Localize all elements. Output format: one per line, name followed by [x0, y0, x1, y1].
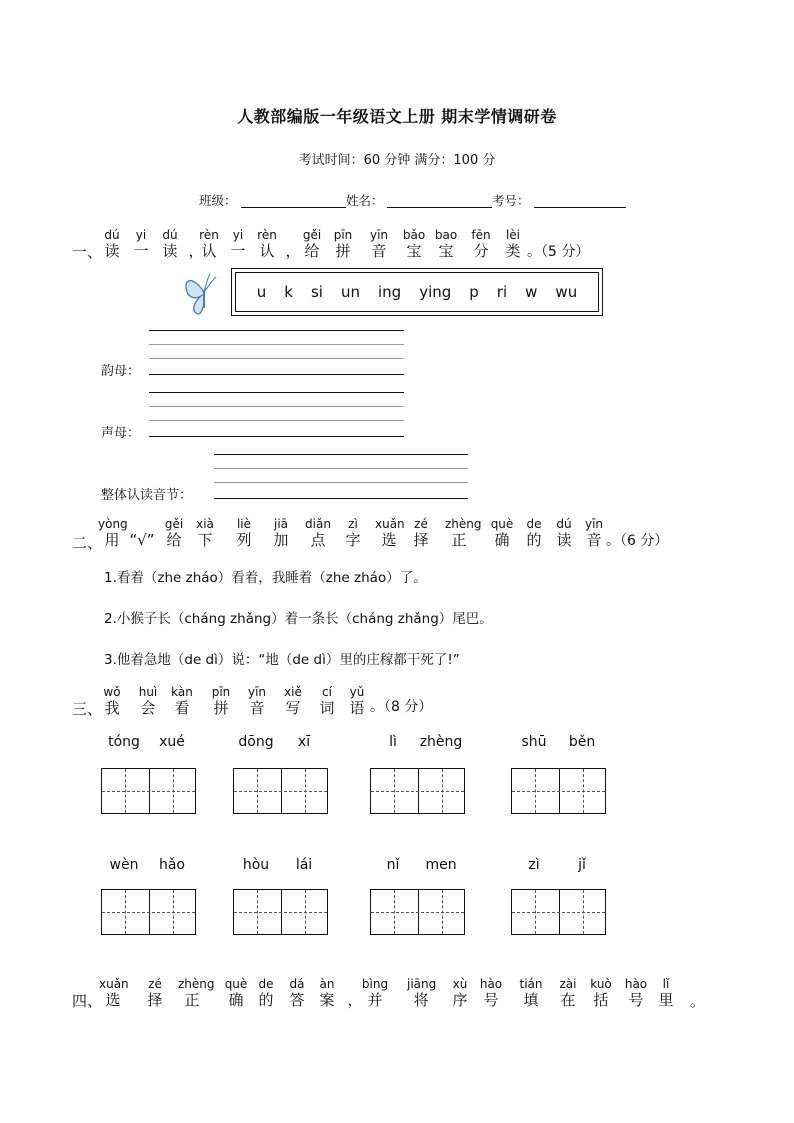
- heading-char: [195, 228, 223, 260]
- pinyin-annotation: yǔ: [349, 685, 365, 699]
- class-field: [199, 191, 237, 209]
- hanzi: 择: [147, 991, 163, 1009]
- name-label: 姓名：: [346, 193, 384, 208]
- heading-char: [160, 517, 188, 549]
- pinyin-annotation: yīn: [247, 685, 267, 699]
- shengmu-line[interactable]: [149, 436, 404, 437]
- section-1-score: 。（5 分）: [527, 244, 590, 260]
- hanzi: 括: [593, 991, 609, 1009]
- pinyin-annotation: què: [490, 517, 514, 531]
- word-pinyin: jǐ: [578, 857, 586, 873]
- section-2-prefix: 二、: [72, 534, 103, 552]
- word-pinyin: hòu: [242, 857, 270, 873]
- pinyin-annotation: zài: [559, 977, 577, 991]
- hanzi: 正: [184, 991, 200, 1009]
- heading-char: [207, 685, 235, 717]
- pinyin-annotation: gěi: [302, 228, 322, 242]
- hanzi: 的: [526, 531, 542, 549]
- pinyin-annotation: gěi: [164, 517, 184, 531]
- heading-char: [98, 685, 126, 717]
- heading-char: [375, 517, 403, 549]
- pinyin-annotation: lèi: [505, 228, 521, 242]
- pinyin-annotation: yòng: [98, 517, 128, 531]
- heading-char: [178, 977, 215, 1009]
- pinyin-annotation: zé: [148, 977, 162, 991]
- hanzi: 宝: [406, 242, 422, 260]
- number-label: 考号：: [492, 193, 530, 208]
- word-pinyin: zhèng: [419, 734, 463, 750]
- class-label: 班级：: [199, 193, 237, 208]
- pinyin-annotation: rèn: [257, 228, 277, 242]
- pinyin-annotation: bǎo: [402, 228, 426, 242]
- pinyin-annotation: zhèng: [178, 977, 215, 991]
- tianzige-box[interactable]: [233, 768, 328, 814]
- hanzi: 给: [166, 531, 182, 549]
- heading-char: [488, 517, 516, 549]
- heading-char: [652, 977, 680, 1009]
- pinyin-annotation: zé: [414, 517, 428, 531]
- section-4-tail: 。: [690, 992, 706, 1010]
- pinyin-annotation: cí: [322, 685, 332, 699]
- heading-char: [365, 228, 393, 260]
- pinyin-annotation: kàn: [171, 685, 193, 699]
- hanzi: 分: [473, 242, 489, 260]
- word-pinyin: shū: [521, 734, 547, 750]
- word-pinyin: lì: [389, 734, 397, 750]
- hanzi: 里: [658, 991, 674, 1009]
- hanzi: 音: [586, 531, 602, 549]
- heading-char: [168, 685, 196, 717]
- writing-line[interactable]: [149, 344, 404, 345]
- pinyin-annotation: kuò: [590, 977, 612, 991]
- pinyin-annotation: àn: [319, 977, 335, 991]
- heading-char: [128, 517, 156, 549]
- hanzi: 拼: [335, 242, 351, 260]
- pinyin-item: ri: [496, 283, 508, 301]
- heading-char: [407, 977, 435, 1009]
- heading-char: [445, 517, 482, 549]
- hanzi: 拼: [213, 699, 229, 717]
- heading-char: [520, 517, 548, 549]
- page-title: 人教部编版一年级语文上册 期末学情调研卷: [237, 107, 557, 126]
- butterfly-icon: [180, 268, 228, 318]
- pinyin-annotation: de: [526, 517, 542, 531]
- zhengti-line[interactable]: [214, 498, 468, 499]
- heading-char: [134, 685, 162, 717]
- heading-char: [550, 517, 578, 549]
- pinyin-item: si: [310, 283, 323, 301]
- word-pinyin: wèn: [109, 857, 139, 873]
- word-pinyin: lái: [295, 857, 313, 873]
- heading-char: [99, 977, 127, 1009]
- hanzi: 音: [249, 699, 265, 717]
- hanzi: 选: [381, 531, 397, 549]
- pinyin-annotation: yīn: [584, 517, 604, 531]
- word-pinyin: hǎo: [158, 857, 186, 873]
- writing-line[interactable]: [149, 358, 404, 359]
- shengmu-label: 声母：: [101, 426, 141, 441]
- name-blank[interactable]: [387, 207, 492, 208]
- tianzige-box[interactable]: [370, 889, 465, 935]
- hanzi: 正: [451, 531, 467, 549]
- hanzi: 确: [228, 991, 244, 1009]
- pinyin-box-inner: [235, 272, 599, 312]
- heading-char: [283, 977, 311, 1009]
- tianzige-box[interactable]: [233, 889, 328, 935]
- question-2-1: 1.看着（zhe zháo）看着，我睡着（zhe zháo）了。: [104, 570, 427, 586]
- heading-char: [313, 977, 341, 1009]
- heading-char: [329, 228, 357, 260]
- hanzi: 音: [371, 242, 387, 260]
- hanzi: 会: [140, 699, 156, 717]
- pinyin-annotation: xià: [196, 517, 214, 531]
- pinyin-annotation: pīn: [333, 228, 353, 242]
- hanzi: 读: [104, 242, 120, 260]
- pinyin-annotation: wǒ: [103, 685, 121, 699]
- word-pinyin: men: [425, 857, 457, 873]
- tianzige-box[interactable]: [101, 768, 196, 814]
- hanzi: 读: [162, 242, 178, 260]
- hanzi: 给: [304, 242, 320, 260]
- hanzi: 我: [104, 699, 120, 717]
- heading-char: [400, 228, 428, 260]
- pinyin-annotation: xuǎn: [375, 517, 405, 531]
- hanzi: 读: [556, 531, 572, 549]
- name-field: [346, 191, 384, 209]
- pinyin-annotation: zhèng: [445, 517, 482, 531]
- section-4-prefix: 四、: [72, 992, 103, 1010]
- hanzi: 号: [628, 991, 644, 1009]
- heading-char: [98, 517, 126, 549]
- heading-char: [222, 977, 250, 1009]
- writing-line[interactable]: [214, 454, 468, 455]
- heading-char: [343, 685, 371, 717]
- pinyin-annotation: diǎn: [305, 517, 331, 531]
- hanzi: “√”: [129, 531, 155, 549]
- heading-char: [191, 517, 219, 549]
- pinyin-item: wu: [555, 283, 578, 301]
- tianzige-box[interactable]: [370, 768, 465, 814]
- hanzi: 认: [201, 242, 217, 260]
- pinyin-annotation: dú: [162, 228, 178, 242]
- pinyin-annotation: liè: [236, 517, 252, 531]
- heading-char: [339, 517, 367, 549]
- hanzi: 宝: [438, 242, 454, 260]
- writing-line[interactable]: [149, 392, 404, 393]
- pinyin-annotation: xù: [452, 977, 468, 991]
- pinyin-annotation: rèn: [199, 228, 219, 242]
- heading-char: [467, 228, 495, 260]
- hanzi: 选: [105, 991, 121, 1009]
- writing-line[interactable]: [214, 482, 468, 483]
- pinyin-annotation: hào: [479, 977, 503, 991]
- zhengti-label: 整体认读音节：: [101, 488, 193, 503]
- word-pinyin: xué: [159, 734, 185, 750]
- pinyin-item: ying: [419, 283, 452, 301]
- heading-char: [554, 977, 582, 1009]
- hanzi: 确: [494, 531, 510, 549]
- section-3-prefix: 三、: [72, 700, 103, 718]
- pinyin-annotation: jiā: [273, 517, 289, 531]
- heading-char: [253, 228, 281, 260]
- hanzi: 在: [560, 991, 576, 1009]
- heading-char: [477, 977, 505, 1009]
- hanzi: 字: [345, 531, 361, 549]
- pinyin-annotation: yi: [135, 228, 147, 242]
- heading-char: [298, 228, 326, 260]
- hanzi: 点: [310, 531, 326, 549]
- heading-char: [407, 517, 435, 549]
- hanzi: 看: [174, 699, 190, 717]
- heading-char: [156, 228, 184, 260]
- hanzi: 答: [289, 991, 305, 1009]
- pinyin-annotation: bìng: [361, 977, 389, 991]
- pinyin-annotation: dú: [104, 228, 120, 242]
- pinyin-annotation: de: [258, 977, 274, 991]
- hanzi: ，: [188, 242, 204, 260]
- hanzi: 的: [258, 991, 274, 1009]
- section-1-prefix: 一、: [72, 243, 103, 261]
- heading-char: [127, 228, 155, 260]
- hanzi: 并: [367, 991, 383, 1009]
- pinyin-box: [231, 268, 603, 316]
- question-2-3: 3.他着急地（de dì）说：“地（de dì）里的庄稼都干死了!”: [104, 652, 460, 668]
- yunmu-label: 韵母：: [101, 364, 141, 379]
- hanzi: 语: [349, 699, 365, 717]
- pinyin-annotation: bao: [434, 228, 458, 242]
- pinyin-annotation: lǐ: [662, 977, 670, 991]
- hanzi: 词: [319, 699, 335, 717]
- heading-char: [361, 977, 389, 1009]
- word-pinyin: běn: [568, 734, 596, 750]
- pinyin-annotation: [128, 517, 156, 531]
- hanzi: 择: [413, 531, 429, 549]
- hanzi: 号: [483, 991, 499, 1009]
- pinyin-item: ing: [377, 283, 402, 301]
- hanzi: 列: [236, 531, 252, 549]
- pinyin-annotation: jiāng: [407, 977, 437, 991]
- class-blank[interactable]: [241, 207, 346, 208]
- heading-char: [622, 977, 650, 1009]
- number-blank[interactable]: [534, 207, 626, 208]
- number-field: [492, 191, 530, 209]
- hanzi: ，: [347, 991, 363, 1009]
- hanzi: 序: [452, 991, 468, 1009]
- pinyin-annotation: yi: [232, 228, 244, 242]
- tianzige-box[interactable]: [511, 889, 606, 935]
- pinyin-annotation: hào: [624, 977, 648, 991]
- heading-char: [517, 977, 545, 1009]
- pinyin-annotation: yīn: [369, 228, 389, 242]
- heading-char: [432, 228, 460, 260]
- section-3-score: 。（8 分）: [370, 699, 433, 715]
- pinyin-item: p: [469, 283, 479, 301]
- heading-char: [499, 228, 527, 260]
- exam-info: 考试时间：60 分钟 满分：100 分: [298, 153, 496, 168]
- writing-line[interactable]: [149, 330, 404, 331]
- heading-char: [267, 517, 295, 549]
- word-pinyin: tóng: [108, 734, 140, 750]
- pinyin-item: w: [525, 283, 538, 301]
- hanzi: 写: [285, 699, 301, 717]
- heading-char: [252, 977, 280, 1009]
- hanzi: 认: [259, 242, 275, 260]
- word-pinyin: zì: [528, 857, 540, 873]
- writing-line[interactable]: [149, 420, 404, 421]
- pinyin-annotation: pīn: [211, 685, 231, 699]
- tianzige-box[interactable]: [101, 889, 196, 935]
- pinyin-annotation: huì: [138, 685, 158, 699]
- word-pinyin: dōng: [238, 734, 274, 750]
- pinyin-item: un: [340, 283, 360, 301]
- pinyin-item: u: [256, 283, 267, 301]
- heading-char: [580, 517, 608, 549]
- pinyin-item: k: [284, 283, 293, 301]
- heading-char: [230, 517, 258, 549]
- question-2-2: 2.小猴子长（cháng zhǎng）着一条长（cháng zhǎng）尾巴。: [104, 611, 493, 627]
- pinyin-annotation: fēn: [471, 228, 491, 242]
- hanzi: 将: [413, 991, 429, 1009]
- heading-char: [587, 977, 615, 1009]
- heading-char: [243, 685, 271, 717]
- hanzi: 加: [273, 531, 289, 549]
- hanzi: 下: [197, 531, 213, 549]
- hanzi: ，: [285, 242, 301, 260]
- hanzi: 一: [230, 242, 246, 260]
- pinyin-annotation: què: [224, 977, 248, 991]
- hanzi: 填: [523, 991, 539, 1009]
- heading-char: [313, 685, 341, 717]
- heading-char: [279, 685, 307, 717]
- pinyin-annotation: dú: [556, 517, 572, 531]
- heading-char: [304, 517, 332, 549]
- hanzi: 一: [133, 242, 149, 260]
- word-pinyin: nǐ: [386, 857, 400, 873]
- word-pinyin: xī: [297, 734, 311, 750]
- hanzi: 用: [104, 531, 120, 549]
- tianzige-box[interactable]: [511, 768, 606, 814]
- heading-char: [141, 977, 169, 1009]
- pinyin-annotation: tián: [519, 977, 543, 991]
- writing-line[interactable]: [149, 406, 404, 407]
- writing-line[interactable]: [214, 468, 468, 469]
- pinyin-annotation: xiě: [284, 685, 302, 699]
- hanzi: 案: [319, 991, 335, 1009]
- pinyin-annotation: xuǎn: [99, 977, 129, 991]
- hanzi: 类: [505, 242, 521, 260]
- yunmu-line[interactable]: [149, 374, 404, 375]
- heading-char: [98, 228, 126, 260]
- pinyin-annotation: zì: [348, 517, 358, 531]
- heading-char: [224, 228, 252, 260]
- heading-char: [446, 977, 474, 1009]
- section-2-score: 。（6 分）: [606, 533, 669, 549]
- pinyin-annotation: dá: [289, 977, 305, 991]
